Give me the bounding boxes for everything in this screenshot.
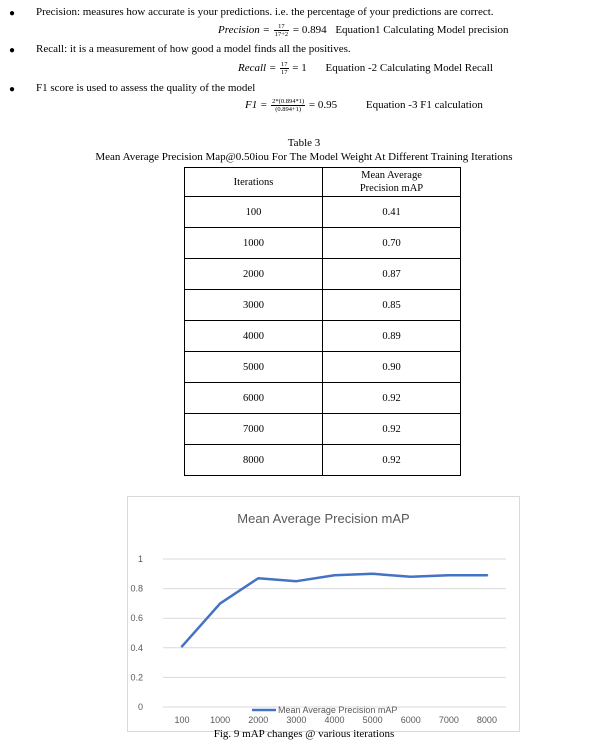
chart-svg	[128, 497, 519, 731]
cell-map: 0.70	[323, 228, 461, 259]
bullet-dot: ●	[9, 8, 16, 19]
precision-result: = 0.894	[292, 24, 327, 37]
x-tick-label: 3000	[286, 715, 307, 725]
cell-iterations: 4000	[185, 321, 323, 352]
table-row	[185, 290, 461, 321]
cell-iterations: 1000	[185, 228, 323, 259]
bullet-dot: ●	[9, 84, 16, 95]
bullet-dot: ●	[9, 45, 16, 56]
recall-label: Equation -2 Calculating Model Recall	[325, 62, 493, 75]
table-row	[185, 352, 461, 383]
recall-result: = 1	[292, 62, 307, 75]
recall-fraction: $\frac{17}{17}$	[281, 61, 288, 76]
f1-fraction: $\frac{2*(0.894*1)}{(0.894+1)}$	[272, 98, 305, 113]
cell-iterations: 8000	[185, 445, 323, 476]
x-tick-label: 1000	[210, 715, 231, 725]
series-line	[182, 574, 487, 647]
y-tick-label: 0.4	[130, 642, 143, 653]
cell-map: 0.87	[323, 259, 461, 290]
y-tick-label: 0	[137, 702, 143, 712]
x-tick-label: 2000	[248, 715, 269, 725]
x-tick-label: 6000	[400, 715, 421, 725]
table-title: Mean Average Precision Map@0.50iou For The Model Weight At Different Training Iterations	[95, 151, 513, 163]
cell-map: 0.90	[323, 352, 461, 383]
map-table	[184, 167, 461, 476]
cell-iterations: 100	[185, 197, 323, 228]
bullet-precision: Precision: measures how accurate is your predictions. i.e. the percentage of your predictions are correct.	[36, 6, 494, 18]
header-iterations: Iterations	[185, 168, 323, 197]
f1-lhs: F1 =	[245, 99, 268, 112]
cell-map: 0.92	[323, 383, 461, 414]
recall-lhs: Recall =	[238, 62, 277, 75]
table-row	[185, 228, 461, 259]
y-tick-label: 0.8	[130, 583, 143, 594]
x-tick-label: 100	[174, 715, 190, 725]
table-row	[185, 321, 461, 352]
table-row	[185, 197, 461, 228]
cell-iterations: 3000	[185, 290, 323, 321]
precision-lhs: Precision =	[218, 24, 270, 37]
map-chart	[127, 496, 520, 732]
legend-label: Mean Average Precision mAP	[278, 705, 398, 715]
x-tick-label: 7000	[438, 715, 459, 725]
cell-map: 0.89	[323, 321, 461, 352]
cell-map: 0.41	[323, 197, 461, 228]
y-tick-label: 0.2	[130, 672, 143, 683]
table-row	[185, 383, 461, 414]
bullet-f1: F1 score is used to assess the quality of the model	[36, 82, 256, 94]
x-tick-label: 5000	[362, 715, 383, 725]
x-tick-label: 4000	[324, 715, 345, 725]
header-map: Mean Average Precision mAP	[323, 168, 461, 197]
y-tick-label: 0.6	[130, 613, 143, 624]
chart-title: Mean Average Precision mAP	[237, 511, 410, 526]
table-row	[185, 414, 461, 445]
f1-label: Equation -3 F1 calculation	[365, 99, 483, 112]
cell-iterations: 6000	[185, 383, 323, 414]
equation-f1	[245, 98, 483, 113]
figure-caption: Fig. 9 mAP changes @ various iterations	[213, 728, 395, 740]
cell-iterations: 7000	[185, 414, 323, 445]
equation-recall	[238, 61, 493, 76]
cell-iterations: 2000	[185, 259, 323, 290]
cell-iterations: 5000	[185, 352, 323, 383]
f1-result: = 0.95	[308, 99, 338, 112]
cell-map: 0.92	[323, 445, 461, 476]
table-label: Table 3	[287, 137, 321, 149]
precision-fraction: $\frac{17}{17+2}$	[274, 23, 289, 38]
precision-label: Equation1 Calculating Model precision	[335, 24, 509, 37]
cell-map: 0.85	[323, 290, 461, 321]
cell-map: 0.92	[323, 414, 461, 445]
equation-precision	[218, 23, 509, 38]
table-row	[185, 445, 461, 476]
x-tick-label: 8000	[476, 715, 497, 725]
table-row	[185, 259, 461, 290]
bullet-recall: Recall: it is a measurement of how good a model finds all the positives.	[36, 43, 351, 55]
table-header-row	[185, 168, 461, 197]
y-tick-label: 1	[137, 554, 143, 564]
